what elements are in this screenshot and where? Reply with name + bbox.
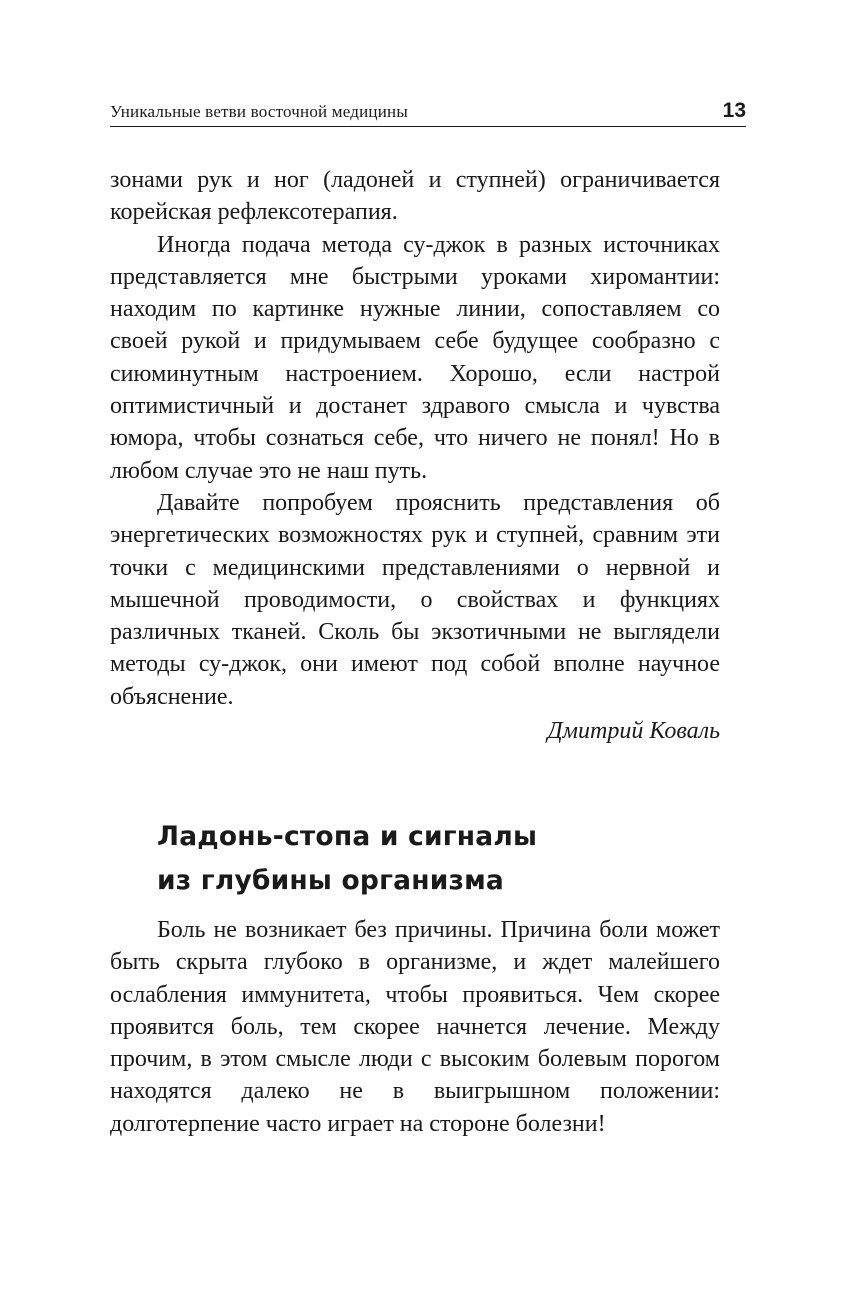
author-signature: Дмитрий Коваль — [547, 718, 720, 745]
section-heading-line-1: Ладонь-стопа и сигналы — [157, 821, 538, 852]
intro-text-block — [110, 164, 720, 747]
page-number: 13 — [722, 99, 746, 122]
paragraph: Боль не возникает без причины. Причина боли может быть скрыта глубоко в организме, и ждет малейшего ослабления иммунитета, чтобы проявиться. Чем скорее проявится боль, тем скорее начнется лечение. Между прочим, в этом смысле люди с высоким болевым порогом находятся далеко не в выигрышном положении: долготерпение часто играет на стороне болезни! — [110, 917, 720, 1137]
paragraph: Иногда подача метода су-джок в разных источниках представляется мне быстрыми уроками хиромантии: находим по картинке нужные линии, сопоставляем со своей рукой и придумываем себе будущее сообразно с сиюминутным настроением. Хорошо, если настрой оптимистичный и достанет здравого смысла и чувства юмора, чтобы сознаться себе, что ничего не понял! Но в любом случае это не наш путь. — [110, 231, 720, 484]
running-title: Уникальные ветви восточной медицины — [110, 102, 408, 121]
section-heading — [157, 815, 717, 903]
section-text-block — [110, 914, 720, 1140]
paragraph-continuation: зонами рук и ног (ладоней и ступней) ограничивается корейская рефлексотерапия. — [110, 167, 720, 226]
running-header — [110, 96, 746, 127]
paragraph: Давайте попробуем прояснить представления об энергетических возможностях рук и ступней, сравним эти точки с медицинскими представлениями о нервной и мышечной проводимости, о свойствах и функциях различных тканей. Сколь бы экзотичными не выглядели методы су-джок, они имеют под собой вполне научное объяснение. — [110, 489, 720, 710]
section-heading-line-2: из глубины организма — [157, 865, 505, 896]
